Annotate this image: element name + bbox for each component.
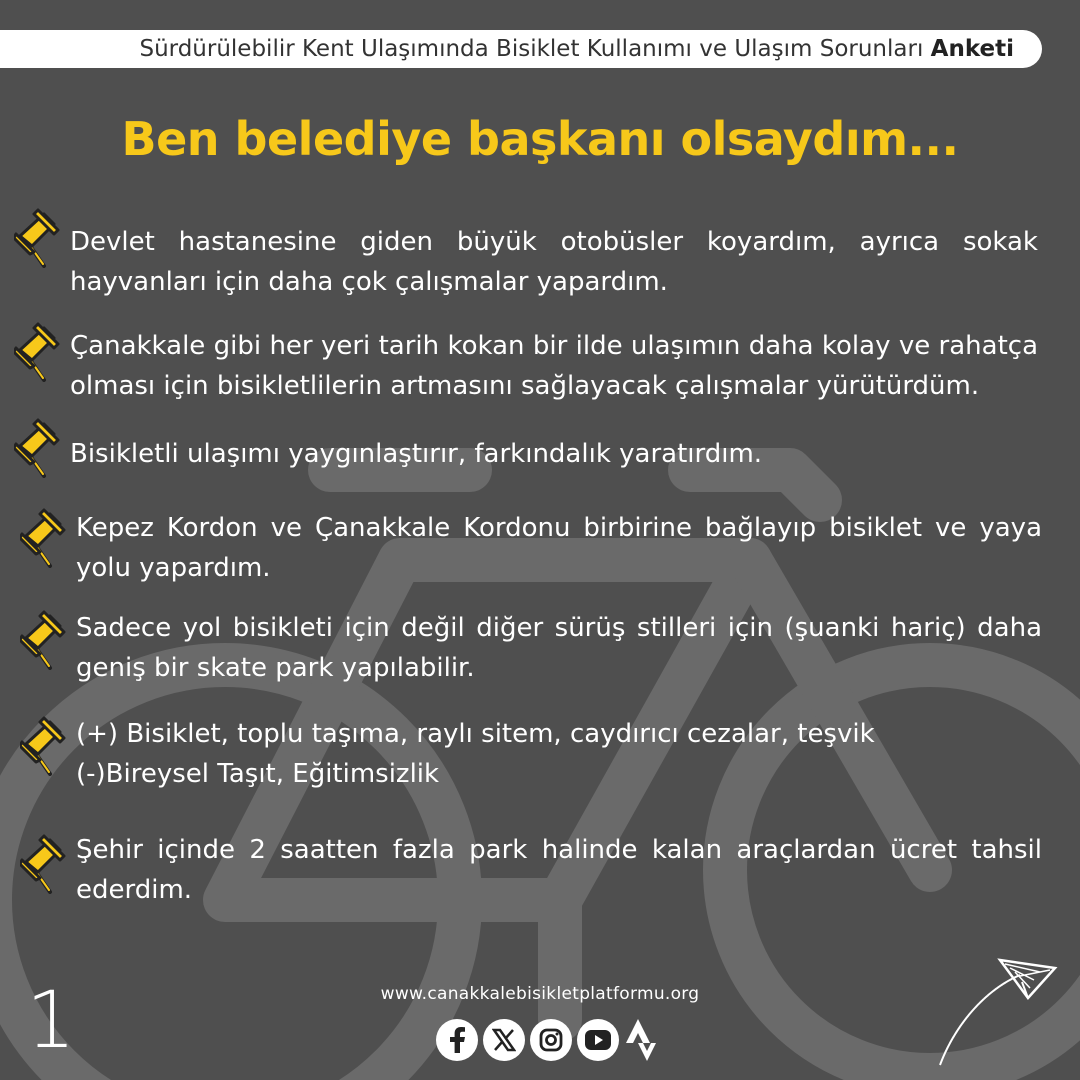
list-item: [76, 830, 1042, 910]
survey-title-bold: Anketi: [930, 36, 1014, 62]
list-item-line-minus: (-)Bireysel Taşıt, Eğitimsizlik: [76, 759, 440, 789]
list-item-text: Sadece yol bisikleti için değil diğer sürüş stilleri için (şuanki hariç) daha geniş bir skate park yapılabilir.: [76, 613, 1042, 683]
list-item: [70, 326, 1038, 406]
website-link[interactable]: www.canakkalebisikletplatformu.org: [380, 984, 700, 1004]
page-title: Ben belediye başkanı olsaydım...: [121, 112, 959, 166]
facebook-icon[interactable]: [436, 1019, 478, 1061]
list-item: [76, 508, 1042, 588]
strava-icon[interactable]: [624, 1018, 658, 1062]
list-item-text: Devlet hastanesine giden büyük otobüsler koyardım, ayrıca sokak hayvanları için daha çok çalışmalar yapardım.: [70, 227, 1038, 297]
pushpin-icon: [14, 320, 60, 382]
pushpin-icon: [20, 608, 66, 670]
x-icon[interactable]: [483, 1019, 525, 1061]
pushpin-icon: [14, 206, 60, 268]
survey-title: Sürdürülebilir Kent Ulaşımında Bisiklet Kullanımı ve Ulaşım Sorunları: [139, 36, 924, 62]
paper-plane-arrow-icon: [930, 950, 1060, 1070]
list-item-text: Çanakkale gibi her yeri tarih kokan bir ilde ulaşımın daha kolay ve rahatça olması için bisikletlilerin artmasını sağlayacak çalışmalar yürütürdüm.: [70, 331, 1038, 401]
list-item-text: Şehir içinde 2 saatten fazla park halinde kalan araçlardan ücret tahsil ederdim.: [76, 835, 1042, 905]
list-item-text: Kepez Kordon ve Çanakkale Kordonu birbirine bağlayıp bisiklet ve yaya yolu yapardım.: [76, 513, 1042, 583]
social-links: [436, 1018, 658, 1062]
list-item: [76, 608, 1042, 688]
list-item: [70, 222, 1038, 302]
pushpin-icon: [20, 832, 66, 894]
list-item-text: Bisikletli ulaşımı yaygınlaştırır, farkındalık yaratırdım.: [70, 439, 763, 469]
instagram-icon[interactable]: [530, 1019, 572, 1061]
youtube-icon[interactable]: [577, 1019, 619, 1061]
list-item: [76, 714, 1042, 794]
page-number: 1: [26, 976, 76, 1066]
list-item-line-plus: (+) Bisiklet, toplu taşıma, raylı sitem, caydırıcı cezalar, teşvik: [76, 719, 875, 749]
pushpin-icon: [20, 714, 66, 776]
list-item: [70, 434, 1038, 474]
pushpin-icon: [14, 416, 60, 478]
survey-title-banner: [0, 30, 1042, 68]
pushpin-icon: [20, 506, 66, 568]
